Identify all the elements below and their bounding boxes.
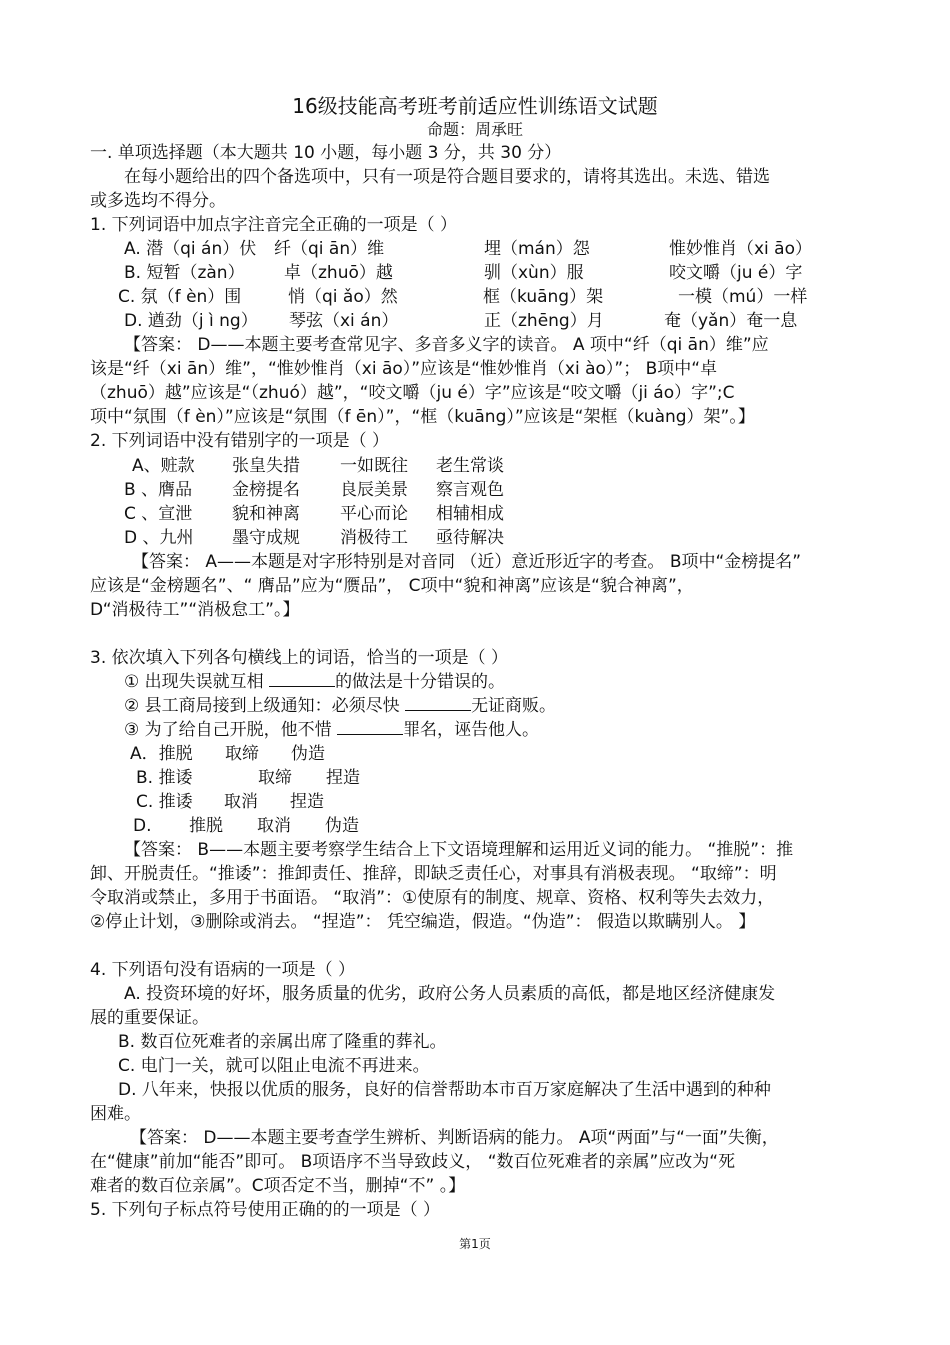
option-text: 埋（mán）怨 bbox=[484, 239, 590, 259]
answer-line: 该是“纤（xi ān）维”，“惟妙惟肖（xi āo）”应该是“惟妙惟肖（xi ào）”； B项中“卓 bbox=[90, 359, 718, 379]
answer-line: 令取消或禁止，多用于书面语。 “取消”：①使原有的制度、规章、资格、权利等失去效力， bbox=[90, 888, 775, 908]
section-heading: 一. 单项选择题（本大题共 10 小题，每小题 3 分，共 30 分） bbox=[90, 143, 562, 163]
sentence-text: 罪名，诬告他人。 bbox=[403, 720, 540, 740]
author-line: 命题：周承旺 bbox=[426, 120, 523, 139]
option-text: B. 短暂（zàn） bbox=[124, 263, 245, 283]
answer-line: 【答案： D——本题主要考查常见字、多音多义字的读音。 A 项中“纤（qi ān）维”应 bbox=[124, 335, 769, 355]
option-text: D 、九州 bbox=[124, 528, 194, 548]
option-row bbox=[124, 262, 802, 284]
option-row bbox=[136, 791, 324, 813]
option-row bbox=[118, 286, 807, 308]
option-text: 纤（qi ān）维 bbox=[274, 239, 385, 259]
sentence-text: ③ 为了给自己开脱，他不惜 bbox=[124, 720, 338, 740]
option-text: 平心而论 bbox=[340, 504, 408, 524]
option-text: 老生常谈 bbox=[436, 456, 504, 476]
option-text: 取缔 bbox=[258, 768, 292, 788]
option-text: 一模（mú）一样 bbox=[678, 287, 808, 307]
option-text: 取消 bbox=[224, 792, 258, 812]
fill-blank-sentence bbox=[124, 671, 505, 693]
sentence-text: ② 县工商局接到上级通知：必须尽快 bbox=[124, 696, 406, 716]
option-row bbox=[124, 527, 504, 549]
sentence-text: ① 出现失误就互相 bbox=[124, 672, 270, 692]
option-text: 正（zhēng）月 bbox=[484, 311, 604, 331]
option-text: 捏造 bbox=[290, 792, 324, 812]
question-stem: 5. 下列句子标点符号使用正确的的一项是（ ） bbox=[90, 1200, 441, 1220]
page-title: 16级技能高考班考前适应性训练语文试题 bbox=[292, 94, 658, 118]
option-line: 困难。 bbox=[90, 1104, 141, 1124]
option-text: 悄（qi ǎo）然 bbox=[288, 287, 398, 307]
option-text: 察言观色 bbox=[436, 480, 504, 500]
option-text: 伪造 bbox=[325, 816, 359, 836]
question-stem: 1. 下列词语中加点字注音完全正确的一项是（ ） bbox=[90, 215, 458, 235]
option-row bbox=[124, 238, 812, 260]
option-text: 卓（zhuō）越 bbox=[284, 263, 393, 283]
fill-blank-sentence bbox=[124, 719, 539, 741]
option-text: B. 推诿 bbox=[136, 768, 193, 788]
option-text: D. 遒劲（j ì ng） bbox=[124, 311, 258, 331]
answer-line: ②停止计划，③删除或消去。 “捏造”： 凭空编造，假造。“伪造”： 假造以欺瞒别人。 】 bbox=[90, 912, 756, 932]
answer-line: 项中“氛围（f èn）”应该是“氛围（f ēn）”，“框（kuāng）”应该是“架框（kuàng）架”。】 bbox=[90, 407, 755, 427]
option-row bbox=[136, 767, 360, 789]
option-text: 亟待解决 bbox=[436, 528, 504, 548]
option-line: A. 投资环境的好坏，服务质量的优劣，政府公务人员素质的高低，都是地区经济健康发 bbox=[124, 984, 776, 1004]
option-text: 貌和神离 bbox=[232, 504, 300, 524]
option-text: 伪造 bbox=[291, 744, 325, 764]
option-text: 推脱 bbox=[189, 816, 223, 836]
option-text: 驯（xùn）服 bbox=[484, 263, 584, 283]
question-stem: 4. 下列语句没有语病的一项是（ ） bbox=[90, 960, 356, 980]
answer-line: （zhuō）越”应该是“（zhuó）越”，“咬文嚼（ju é）字”应该是“咬文嚼（ji áo）字”;C bbox=[90, 383, 735, 403]
option-row bbox=[124, 310, 797, 332]
option-text: 金榜提名 bbox=[232, 480, 300, 500]
option-text: 张皇失措 bbox=[232, 456, 300, 476]
page-number: 第1页 bbox=[459, 1237, 491, 1251]
option-text: 一如既往 bbox=[340, 456, 408, 476]
option-text: A、赃款 bbox=[132, 456, 195, 476]
option-text: 琴弦（xi án） bbox=[289, 311, 399, 331]
option-text: 消极待工 bbox=[340, 528, 408, 548]
option-text: C. 推诿 bbox=[136, 792, 193, 812]
sentence-text: 无证商贩。 bbox=[471, 696, 557, 716]
sentence-text: 的做法是十分错误的。 bbox=[335, 672, 506, 692]
fill-blank-sentence bbox=[124, 695, 556, 717]
option-line: D. 八年来，快报以优质的服务，良好的信誉帮助本市百万家庭解决了生活中遇到的种种 bbox=[118, 1080, 771, 1100]
question-stem: 3. 依次填入下列各句横线上的词语，恰当的一项是（ ） bbox=[90, 648, 509, 668]
answer-line: 难者的数百位亲属”。C项否定不当，删掉“不” 。】 bbox=[90, 1176, 466, 1196]
instruction-line: 或多选均不得分。 bbox=[90, 191, 226, 211]
option-row bbox=[124, 503, 504, 525]
answer-blank bbox=[405, 695, 471, 711]
answer-blank bbox=[337, 719, 403, 735]
answer-blank bbox=[269, 671, 335, 687]
option-text: 框（kuāng）架 bbox=[483, 287, 604, 307]
option-text: A. 潜（qi án）伏 bbox=[124, 239, 257, 259]
option-text: 捏造 bbox=[326, 768, 360, 788]
option-text: A．推脱 bbox=[130, 744, 193, 764]
option-text: 相辅相成 bbox=[436, 504, 504, 524]
option-text: 咬文嚼（ju é）字 bbox=[669, 263, 803, 283]
option-text: 取缔 bbox=[225, 744, 259, 764]
option-text: B 、膺品 bbox=[124, 480, 193, 500]
option-text: D. bbox=[133, 816, 152, 836]
answer-line: 【答案： B——本题主要考察学生结合上下文语境理解和运用近义词的能力。 “推脱”：推 bbox=[124, 840, 794, 860]
option-row bbox=[132, 455, 504, 477]
answer-line: D“消极待工”“消极怠工”。】 bbox=[90, 600, 300, 620]
option-text: C. 氛（f èn）围 bbox=[118, 287, 242, 307]
question-stem: 2. 下列词语中没有错别字的一项是（ ） bbox=[90, 431, 390, 451]
option-line: C. 电门一关，就可以阻止电流不再进来。 bbox=[118, 1056, 430, 1076]
option-row bbox=[133, 815, 359, 837]
option-line: 展的重要保证。 bbox=[90, 1008, 209, 1028]
answer-line: 在“健康”前加“能否”即可。 B项语序不当导致歧义， “数百位死难者的亲属”应改为“死 bbox=[90, 1152, 736, 1172]
option-text: 惟妙惟肖（xi āo） bbox=[669, 239, 813, 259]
option-text: 墨守成规 bbox=[232, 528, 300, 548]
answer-line: 卸、开脱责任。“推诿”：推卸责任、推辞，即缺乏责任心，对事具有消极表现。 “取缔”：明 bbox=[90, 864, 777, 884]
option-line: B. 数百位死难者的亲属出席了隆重的葬礼。 bbox=[118, 1032, 447, 1052]
option-row bbox=[124, 479, 504, 501]
option-text: 取消 bbox=[257, 816, 291, 836]
answer-line: 应该是“金榜题名”、“ 膺品”应为“赝品”， C项中“貌和神离”应该是“貌合神离”， bbox=[90, 576, 694, 596]
answer-line: 【答案： D——本题主要考查学生辨析、判断语病的能力。 A项“两面”与“一面”失衡， bbox=[130, 1128, 779, 1148]
option-text: 奄（yǎn）奄一息 bbox=[664, 311, 798, 331]
option-text: C 、宣泄 bbox=[124, 504, 193, 524]
answer-line: 【答案： A——本题是对字形特别是对音同 （近）意近形近字的考查。 B项中“金榜提名” bbox=[132, 552, 802, 572]
option-text: 良辰美景 bbox=[340, 480, 408, 500]
instruction-line: 在每小题给出的四个备选项中，只有一项是符合题目要求的，请将其选出。未选、错选 bbox=[124, 167, 770, 187]
option-row bbox=[130, 743, 325, 765]
